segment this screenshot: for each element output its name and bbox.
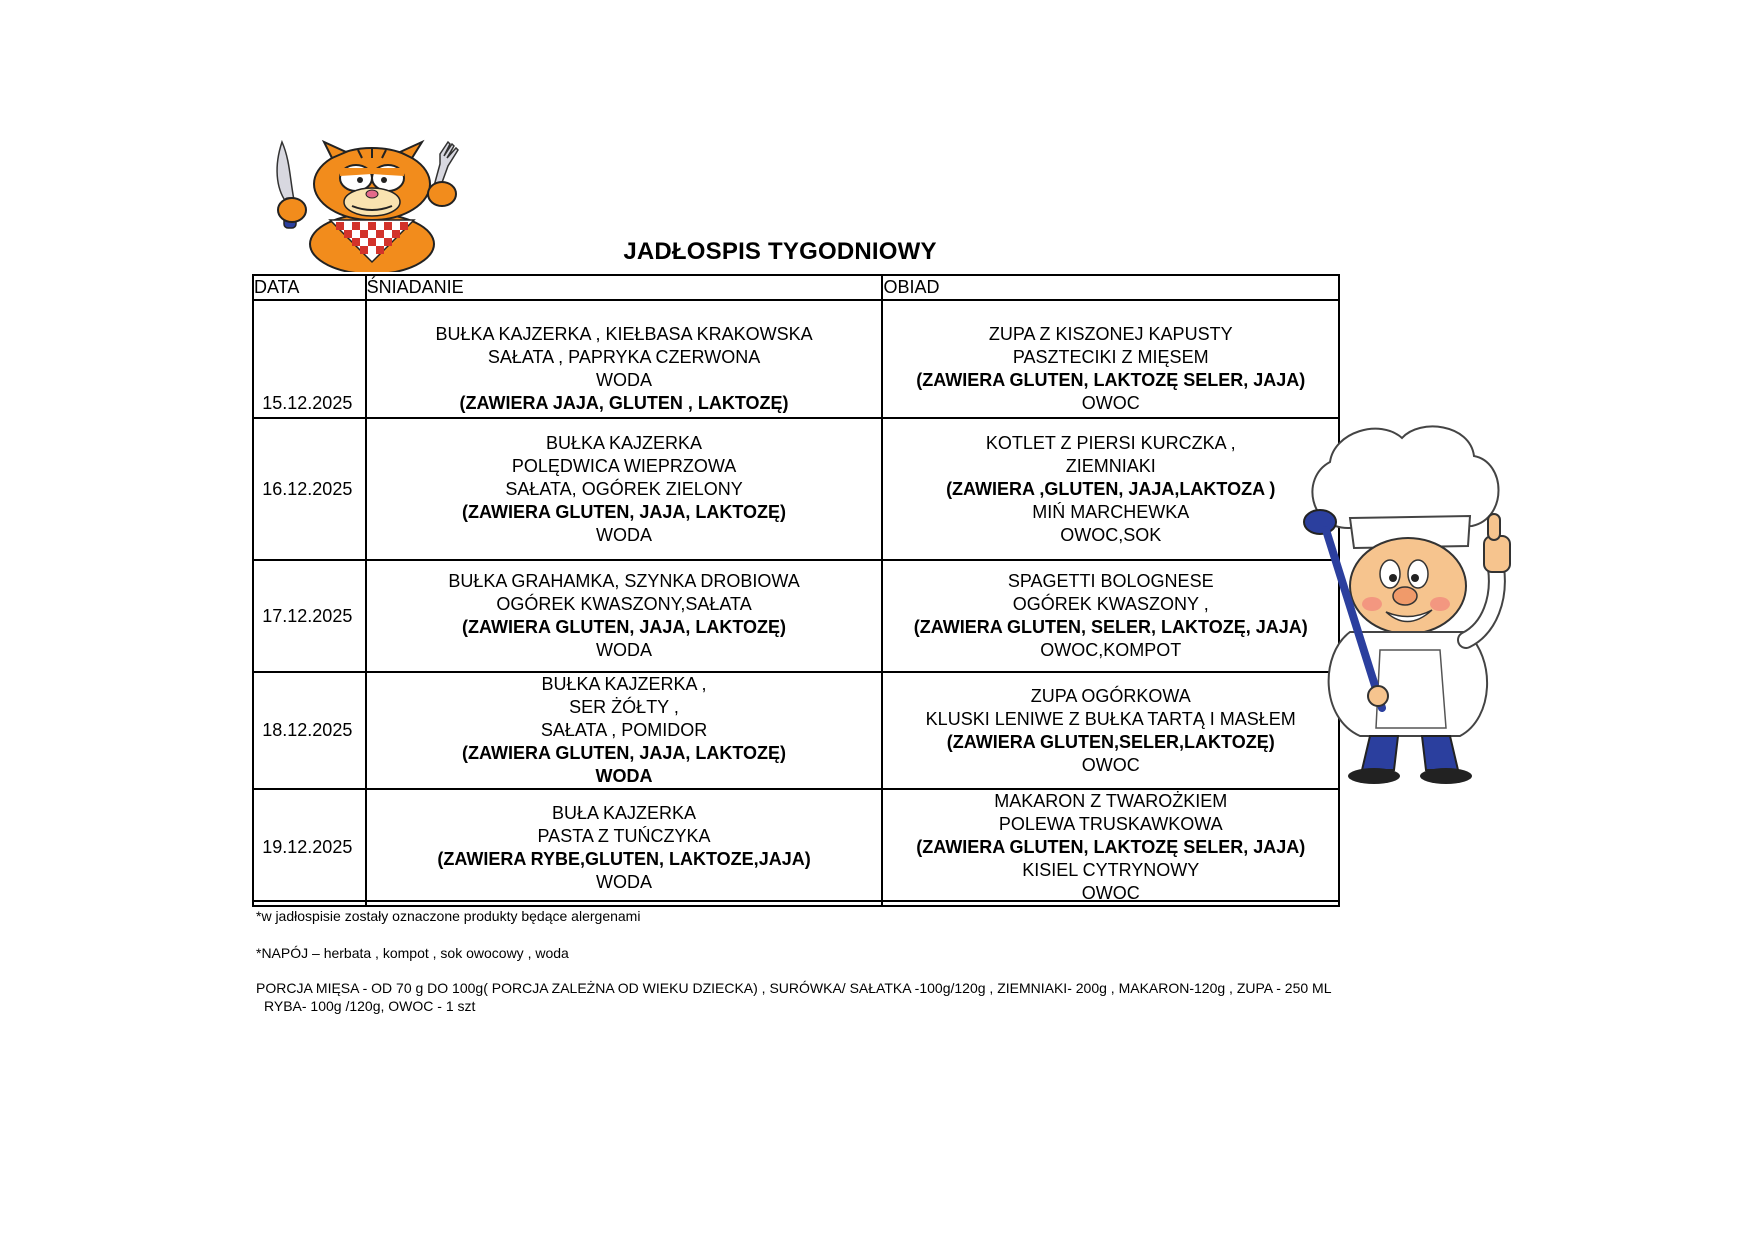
header-lunch: OBIAD [882, 275, 1339, 300]
breakfast-cell [366, 418, 883, 560]
allergen-line: (ZAWIERA GLUTEN, JAJA, LAKTOZĘ) [462, 501, 787, 522]
menu-line: SAŁATA , POMIDOR [540, 720, 708, 740]
menu-line: KISIEL CYTRYNOWY [1022, 860, 1200, 880]
table-row [253, 789, 1339, 906]
date-cell: 15.12.2025 [253, 300, 366, 418]
lunch-cell [882, 789, 1339, 906]
portion-note-line2: RYBA- 100g /120g, OWOC - 1 szt [264, 998, 476, 1014]
allergen-line: (ZAWIERA JAJA, GLUTEN , LAKTOZĘ) [459, 393, 789, 413]
lunch-cell [882, 560, 1339, 672]
portion-note-line1: PORCJA MIĘSA - OD 70 g DO 100g( PORCJA ZALEŻNA OD WIEKU DZIECKA) , SURÓWKA/ SAŁATKA -100g/120g , ZIEMNIAKI- 200g , MAKARON-120g , ZUPA - 250 ML [256, 980, 1332, 996]
menu-line: SAŁATA, OGÓREK ZIELONY [505, 478, 743, 499]
date-cell: 18.12.2025 [253, 672, 366, 789]
table-row [253, 672, 1339, 789]
table-bottom-strip [252, 896, 1340, 902]
header-breakfast: ŚNIADANIE [366, 275, 883, 300]
menu-line: SAŁATA , PAPRYKA CZERWONA [487, 347, 761, 367]
menu-line: MIŃ MARCHEWKA [1032, 501, 1190, 522]
menu-line: WODA [596, 524, 653, 545]
menu-line: WODA [596, 871, 653, 892]
menu-line: BUŁA KAJZERKA [552, 802, 697, 823]
breakfast-cell [366, 560, 883, 672]
allergen-line: (ZAWIERA ,GLUTEN, JAJA,LAKTOZA ) [946, 478, 1276, 499]
table-header-row [253, 275, 1339, 300]
allergen-line: (ZAWIERA GLUTEN, JAJA, LAKTOZĘ) [462, 743, 787, 763]
table-row [253, 560, 1339, 672]
menu-line: PASZTECIKI Z MIĘSEM [1012, 347, 1209, 367]
menu-line: BUŁKA GRAHAMKA, SZYNKA DROBIOWA [448, 571, 800, 591]
table-row [253, 418, 1339, 560]
menu-line: KLUSKI LENIWE Z BUŁKA TARTĄ I MASŁEM [925, 708, 1296, 729]
chef-illustration [1290, 418, 1542, 790]
allergen-line: (ZAWIERA GLUTEN, LAKTOZĘ SELER, JAJA) [916, 837, 1306, 857]
allergen-line: (ZAWIERA GLUTEN, JAJA, LAKTOZĘ) [462, 617, 787, 637]
menu-line: OWOC [1081, 393, 1140, 413]
menu-line: WODA [596, 370, 653, 390]
drink-note: *NAPÓJ – herbata , kompot , sok owocowy , woda [256, 945, 569, 961]
allergen-line: (ZAWIERA GLUTEN, LAKTOZĘ SELER, JAJA) [916, 370, 1306, 390]
menu-line: KOTLET Z PIERSI KURCZKA , [985, 432, 1236, 453]
breakfast-cell [366, 789, 883, 906]
menu-line: ZUPA OGÓRKOWA [1030, 685, 1191, 706]
menu-line: OGÓREK KWASZONY,SAŁATA [496, 594, 752, 614]
allergen-line: (ZAWIERA GLUTEN,SELER,LAKTOZĘ) [946, 731, 1275, 752]
menu-line: OWOC,SOK [1060, 524, 1162, 545]
breakfast-cell [366, 300, 883, 418]
allergen-line: (ZAWIERA RYBE,GLUTEN, LAKTOZE,JAJA) [437, 848, 811, 869]
page-title: JADŁOSPIS TYGODNIOWY [623, 238, 937, 265]
menu-line: BUŁKA KAJZERKA [546, 432, 703, 453]
menu-line: BUŁKA KAJZERKA , KIEŁBASA KRAKOWSKA [435, 324, 813, 344]
date-cell: 17.12.2025 [253, 560, 366, 672]
menu-line: OWOC [1081, 883, 1140, 903]
header-date: DATA [253, 275, 366, 300]
menu-line: PASTA Z TUŃCZYKA [537, 825, 711, 846]
lunch-cell [882, 418, 1339, 560]
date-cell: 19.12.2025 [253, 789, 366, 906]
date-cell: 16.12.2025 [253, 418, 366, 560]
menu-line: MAKARON Z TWAROŻKIEM [994, 791, 1228, 811]
menu-line: SER ŻÓŁTY , [569, 697, 679, 717]
lunch-cell [882, 300, 1339, 418]
allergen-note: *w jadłospisie zostały oznaczone produkty będące alergenami [256, 908, 641, 924]
menu-line: BUŁKA KAJZERKA , [541, 674, 707, 694]
menu-line: ZIEMNIAKI [1065, 455, 1156, 476]
menu-line: POLĘDWICA WIEPRZOWA [511, 455, 737, 476]
menu-line: SPAGETTI BOLOGNESE [1007, 571, 1214, 591]
breakfast-cell [366, 672, 883, 789]
garfield-illustration [272, 136, 478, 272]
menu-line: OWOC [1081, 754, 1140, 775]
menu-line: ZUPA Z KISZONEJ KAPUSTY [988, 324, 1233, 344]
menu-line: OWOC,KOMPOT [1040, 640, 1182, 660]
menu-line: OGÓREK KWASZONY , [1012, 594, 1209, 614]
menu-line: POLEWA TRUSKAWKOWA [998, 814, 1223, 834]
menu-table [252, 274, 1340, 907]
menu-line: WODA [596, 640, 653, 660]
table-row [253, 300, 1339, 418]
allergen-line: (ZAWIERA GLUTEN, SELER, LAKTOZĘ, JAJA) [913, 617, 1308, 637]
menu-line: WODA [595, 766, 653, 786]
lunch-cell [882, 672, 1339, 789]
